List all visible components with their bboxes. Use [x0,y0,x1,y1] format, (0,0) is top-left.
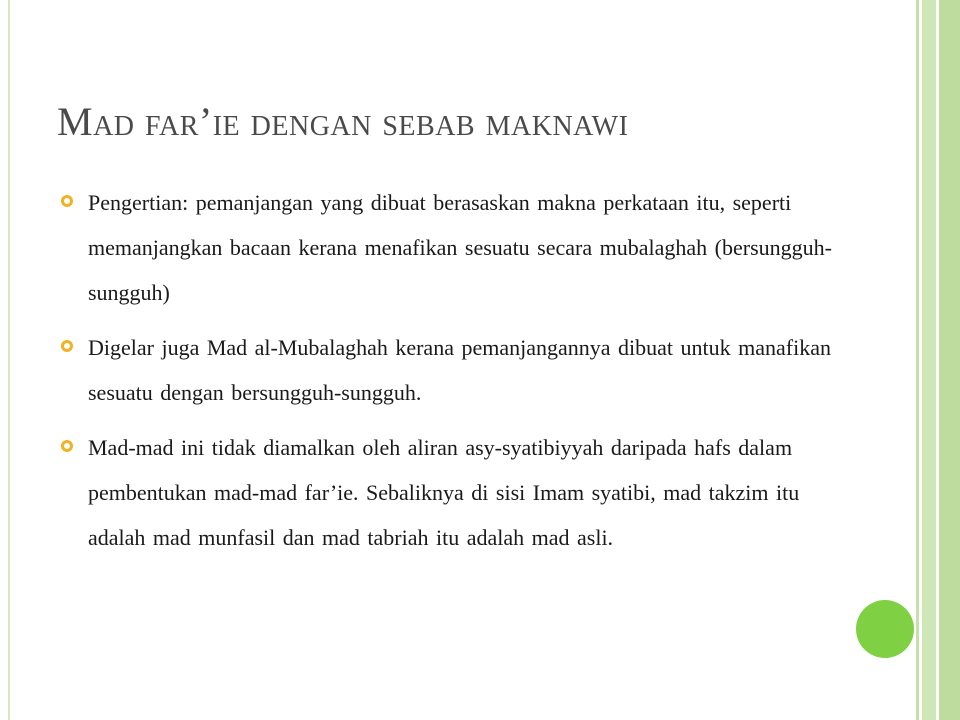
stripe [922,0,936,720]
bullet-item [60,180,850,315]
bullet-item [60,325,850,415]
bullet-text: Digelar juga Mad al-Mubalaghah kerana pemanjangannya dibuat untuk manafikan sesuatu dengan bersungguh-sungguh. [88,335,831,405]
right-stripes-decoration [916,0,960,720]
bullet-item [60,425,850,560]
bullet-text: Pengertian: pemanjangan yang dibuat berasaskan makna perkataan itu, seperti memanjangkan bacaan kerana menafikan sesuatu secara mubalaghah (bersungguh-sungguh) [88,190,832,305]
green-circle-decoration [856,600,914,658]
bullet-list [60,180,850,570]
stripe [939,0,960,720]
slide-title: Mad far’ie dengan sebab maknawi [57,99,629,144]
ring-bullet-icon [60,439,74,453]
left-border-line [8,0,10,720]
bullet-text: Mad-mad ini tidak diamalkan oleh aliran asy-syatibiyyah daripada hafs dalam pembentukan mad-mad far’ie. Sebaliknya di sisi Imam syatibi, mad takzim itu adalah mad munfasil dan mad tabriah itu adalah mad asli. [88,435,800,550]
ring-bullet-icon [60,339,74,353]
ring-bullet-icon [60,194,74,208]
